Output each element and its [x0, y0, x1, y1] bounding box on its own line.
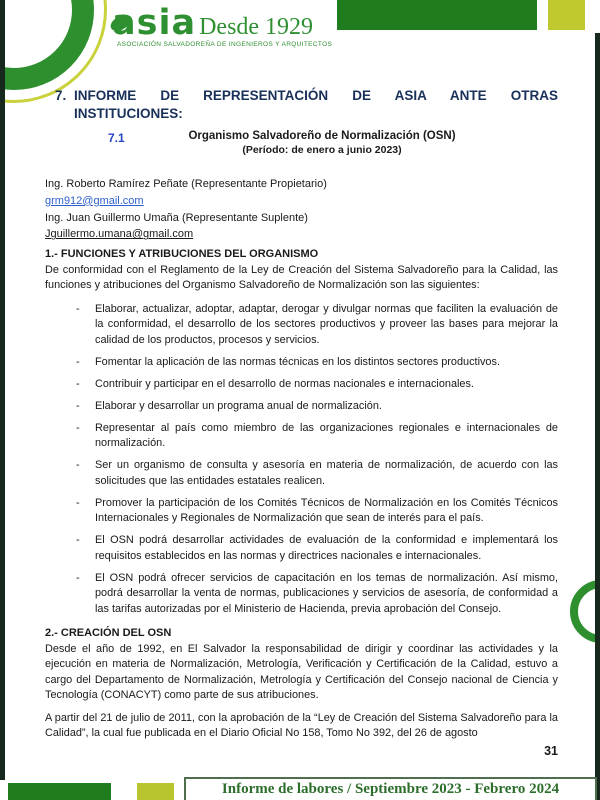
asia-logo — [112, 5, 332, 48]
footer-banner — [184, 777, 597, 800]
header-lime-square — [548, 0, 585, 30]
bullet-item: - Promover la participación de los Comités Técnicos de Normalización en los Comités Técnicos Internacionales y Regionales de Normalización que sean de interés para el país. — [45, 496, 558, 527]
section-title-line1: INFORME DE REPRESENTACIÓN DE ASIA ANTE OTRAS — [74, 88, 558, 103]
page-number: 31 — [544, 744, 558, 758]
bullet-item: - Elaborar, actualizar, adoptar, adaptar, derogar y divulgar normas que faciliten la evaluación de la conformidad, el desarrollo de los sectores productivos y proveer las bases para mejorar la calidad de los productos, procesos y servicios. — [45, 302, 558, 349]
decorative-green-ring — [0, 0, 94, 90]
bullet-item: - Contribuir y participar en el desarrollo de normas nacionales e internacionales. — [45, 377, 558, 393]
representative-email-link[interactable]: grm912@gmail.com — [45, 194, 144, 207]
subsection-period: (Período: de enero a junio 2023) — [242, 144, 402, 156]
bullet-item: - Fomentar la aplicación de las normas técnicas en los distintos sectores productivos. — [45, 355, 558, 371]
subsection-heading: Organismo Salvadoreño de Normalización (OSN) — [188, 130, 456, 142]
footer-lime-square — [137, 783, 174, 800]
section1-intro: De conformidad con el Reglamento de la Ley de Creación del Sistema Salvadoreño para la Calidad, las funciones y atribuciones del Organismo Salvadoreño de Normalización son las siguientes: — [45, 263, 558, 291]
right-border-bar — [595, 33, 600, 800]
section2-heading: 2.- CREACIÓN DEL OSN — [45, 627, 172, 639]
representative-email-link[interactable]: Jguillermo.umana@gmail.com — [45, 228, 194, 241]
section-title — [55, 87, 558, 122]
section-title-number: 7. — [55, 88, 67, 103]
representative-name: Ing. Roberto Ramírez Peñate (Representante Propietario) — [45, 178, 327, 190]
footer-green-rect — [8, 783, 111, 800]
subsection-7-1 — [0, 130, 600, 156]
section1-heading: 1.- FUNCIONES Y ATRIBUCIONES DEL ORGANISMO — [45, 248, 319, 260]
bullet-item: - El OSN podrá desarrollar actividades de evaluación de la conformidad e implementará los requisitos establecidos en las normas y directrices nacionales e internacionales. — [45, 533, 558, 564]
header-green-rect — [337, 0, 537, 30]
logo-tagline: ASOCIACIÓN SALVADOREÑA DE INGENIEROS Y ARQUITECTOS — [117, 41, 333, 48]
logo-since-text: Desde 1929 — [199, 14, 314, 40]
section-title-line2: INSTITUCIONES: — [74, 105, 183, 121]
bullet-item: - Elaborar y desarrollar un programa anual de normalización. — [45, 399, 558, 415]
logo-wordmark: asia — [112, 3, 197, 43]
functions-bullet-list — [45, 302, 558, 618]
subsection-number: 7.1 — [108, 131, 125, 145]
bullet-item: - El OSN podrá ofrecer servicios de capacitación en los temas de normalización. Así mismo, podrá desarrollar la venta de normas, publicaciones y servicios de asesoría, de conformidad a las tarifas autorizadas por el Ministerio de Hacienda, previa aprobación del Consejo. — [45, 571, 558, 618]
footer-label: Informe de labores / Septiembre 2023 - Febrero 2024 — [221, 781, 560, 797]
bullet-item: - Representar al país como miembro de las organizaciones regionales e internacionales de normalización. — [45, 421, 558, 452]
document-body — [45, 247, 558, 742]
section2-paragraph: Desde el año de 1992, en El Salvador la responsabilidad de dirigir y coordinar las actividades y la ejecución en materia de Normalización, Metrología, Verificación y Certificación de la Calidad, estuvo a cargo del Departamento de Normalización, Metrología y Certificación del Consejo nacional de Ciencia y Tecnología (CONACYT) como parte de sus atribuciones. — [45, 642, 558, 701]
representatives-block — [45, 176, 327, 243]
section2-paragraph: A partir del 21 de julio de 2011, con la aprobación de la “Ley de Creación del Sistema Salvadoreño para la Calidad”, la cual fue publicada en el Diario Oficial No 158, Tomo No 392, del 26 de agosto — [45, 711, 558, 739]
left-border-bar — [0, 0, 5, 780]
bullet-item: - Ser un organismo de consulta y asesoría en materia de normalización, de acuerdo con las solicitudes que las entidades estatales realicen. — [45, 458, 558, 489]
representative-name: Ing. Juan Guillermo Umaña (Representante Suplente) — [45, 211, 308, 224]
